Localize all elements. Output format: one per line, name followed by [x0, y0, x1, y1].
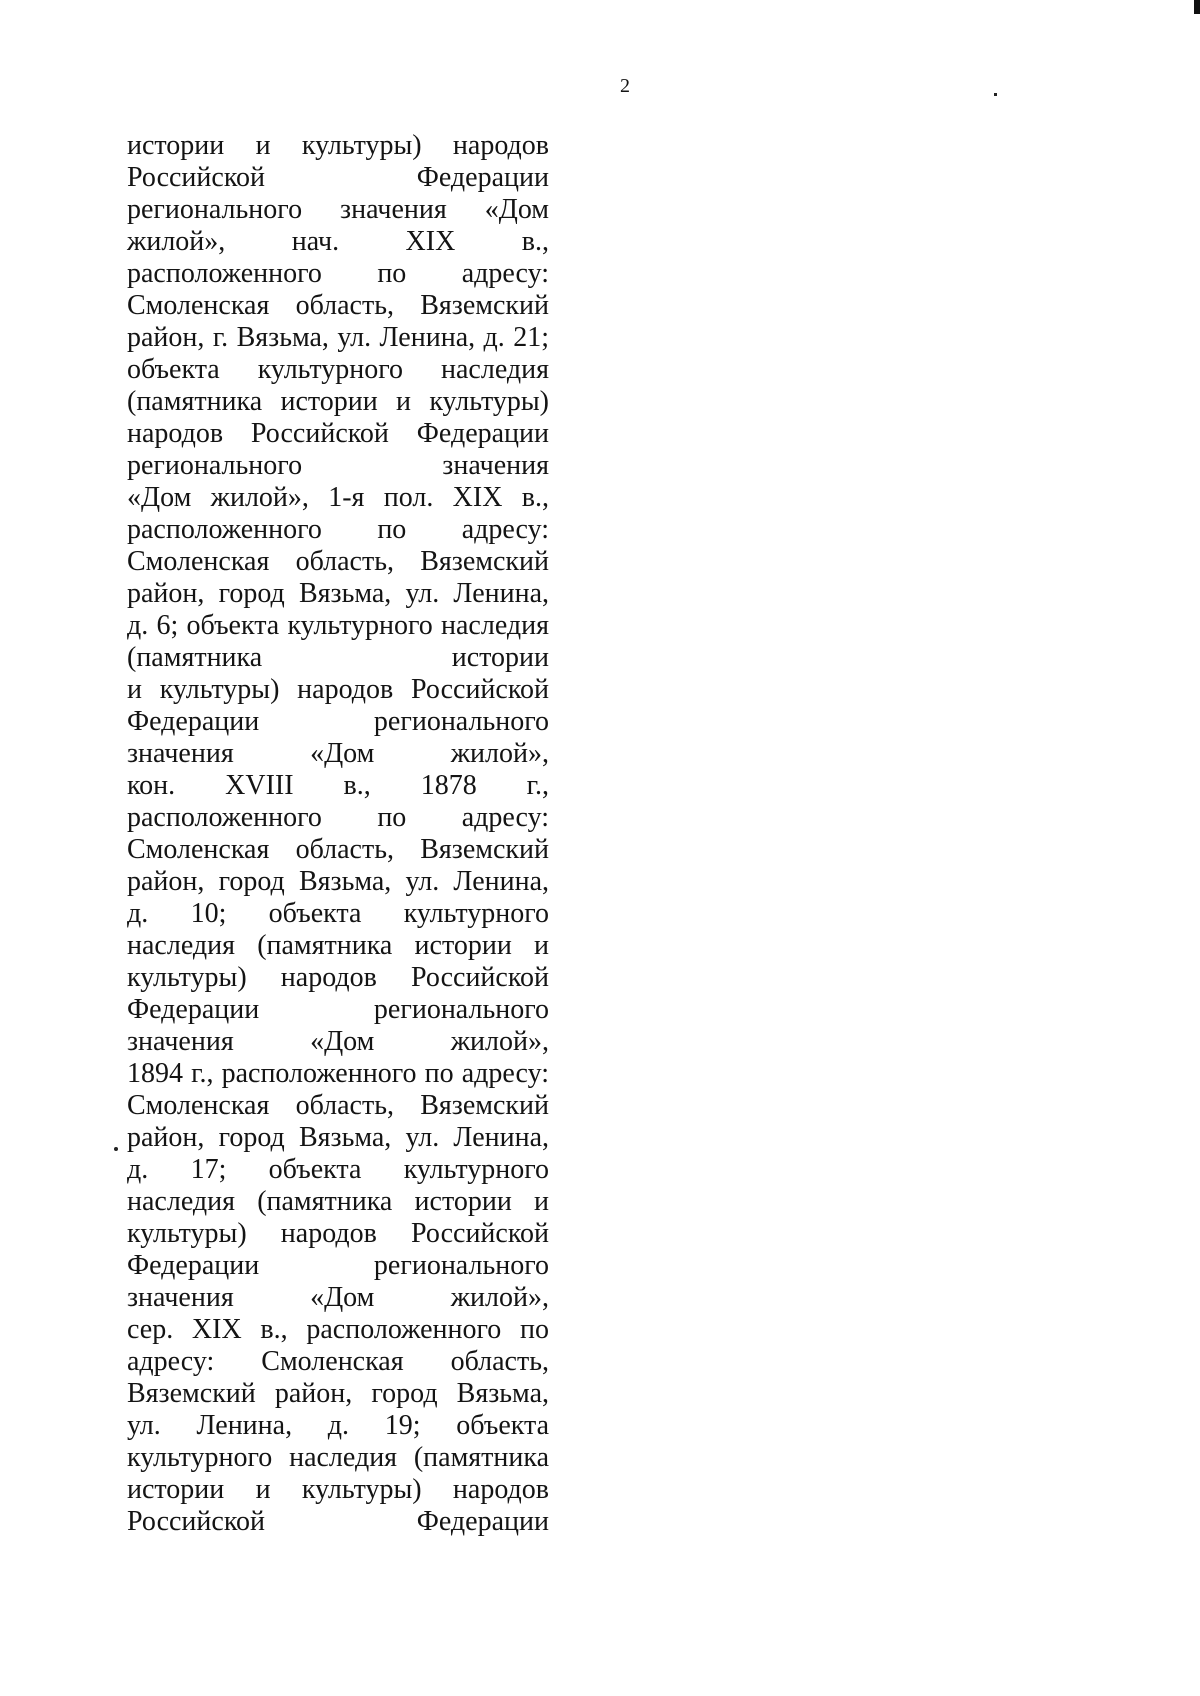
scan-speck	[994, 93, 997, 96]
body-text-line: (памятника истории	[127, 642, 549, 673]
body-text-line: расположенного по адресу:	[127, 802, 549, 833]
body-text-line: культурного наследия (памятника	[127, 1442, 549, 1473]
body-text-line: Вяземский район, город Вязьма,	[127, 1378, 549, 1409]
body-text-line: Российской Федерации	[127, 1506, 549, 1537]
body-text-line: народов Российской Федерации	[127, 418, 549, 449]
body-text-line: объекта культурного наследия	[127, 354, 549, 385]
body-text-line: Федерации регионального	[127, 1250, 549, 1281]
scan-speck	[114, 1147, 118, 1151]
body-text-line: значения «Дом жилой»,	[127, 738, 549, 769]
scan-edge-mark	[1194, 0, 1200, 14]
body-text-line: культуры) народов Российской	[127, 1218, 549, 1249]
body-text-line: культуры) народов Российской	[127, 962, 549, 993]
body-text-line: д. 10; объекта культурного	[127, 898, 549, 929]
body-text-line: район, город Вязьма, ул. Ленина,	[127, 578, 549, 609]
body-text-line: жилой», нач. XIX в.,	[127, 226, 549, 257]
body-text-line: Смоленская область, Вяземский	[127, 1090, 549, 1121]
body-text-line: 1894 г., расположенного по адресу:	[127, 1058, 549, 1089]
page-number: 2	[620, 75, 630, 97]
body-text-line: д. 17; объекта культурного	[127, 1154, 549, 1185]
body-text-line: истории и культуры) народов	[127, 1474, 549, 1505]
body-text-column	[127, 130, 549, 1538]
body-text-line: кон. XVIII в., 1878 г.,	[127, 770, 549, 801]
body-text-line: д. 6; объекта культурного наследия	[127, 610, 549, 641]
body-text-line: и культуры) народов Российской	[127, 674, 549, 705]
body-text-line: регионального значения	[127, 450, 549, 481]
body-text-line: Федерации регионального	[127, 994, 549, 1025]
body-text-line: Смоленская область, Вяземский	[127, 834, 549, 865]
body-text-line: адресу: Смоленская область,	[127, 1346, 549, 1377]
body-text-line: истории и культуры) народов	[127, 130, 549, 161]
body-text-line: сер. XIX в., расположенного по	[127, 1314, 549, 1345]
body-text-line: район, г. Вязьма, ул. Ленина, д. 21;	[127, 322, 549, 353]
body-text-line: наследия (памятника истории и	[127, 930, 549, 961]
body-text-line: значения «Дом жилой»,	[127, 1282, 549, 1313]
body-text-line: Смоленская область, Вяземский	[127, 290, 549, 321]
body-text-line: Федерации регионального	[127, 706, 549, 737]
body-text-line: Российской Федерации	[127, 162, 549, 193]
body-text-line: расположенного по адресу:	[127, 514, 549, 545]
body-text-line: (памятника истории и культуры)	[127, 386, 549, 417]
body-text-line: Смоленская область, Вяземский	[127, 546, 549, 577]
body-text-line: район, город Вязьма, ул. Ленина,	[127, 1122, 549, 1153]
body-text-line: ул. Ленина, д. 19; объекта	[127, 1410, 549, 1441]
body-text-line: наследия (памятника истории и	[127, 1186, 549, 1217]
body-text-line: район, город Вязьма, ул. Ленина,	[127, 866, 549, 897]
body-text-line: «Дом жилой», 1-я пол. XIX в.,	[127, 482, 549, 513]
body-text-line: регионального значения «Дом	[127, 194, 549, 225]
body-text-line: значения «Дом жилой»,	[127, 1026, 549, 1057]
body-text-line: расположенного по адресу:	[127, 258, 549, 289]
